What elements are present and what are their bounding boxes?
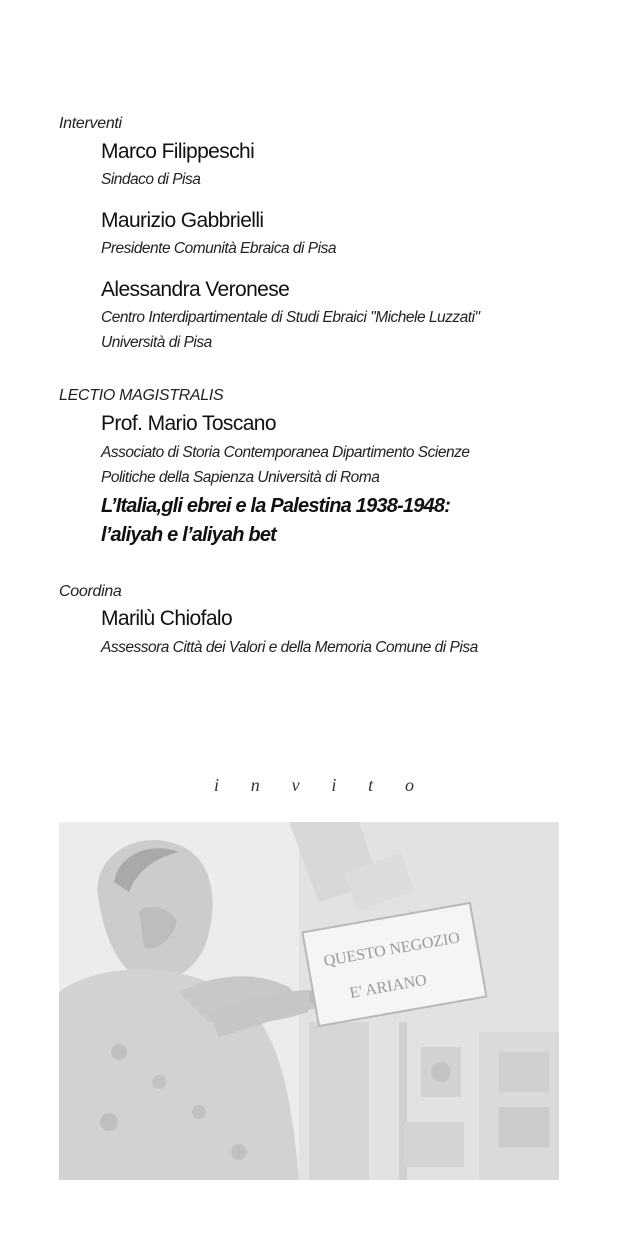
speaker-role-filippeschi: Sindaco di Pisa: [101, 171, 201, 188]
speaker-role-veronese-line1: Centro Interdipartimentale di Studi Ebraici "Michele Luzzati": [101, 309, 480, 326]
coordinator-name: Marilù Chiofalo: [101, 607, 233, 630]
section-label-lectio: LECTIO MAGISTRALIS: [59, 387, 224, 404]
invito-letter: i: [214, 775, 220, 795]
invito-letter: t: [368, 775, 374, 795]
lectio-speaker-role-line2: Politiche della Sapienza Università di Roma: [101, 469, 380, 486]
invito-heading: [214, 775, 414, 796]
lectio-speaker-role-line1: Associato di Storia Contemporanea Dipartimento Scienze: [101, 444, 470, 461]
speaker-role-gabbrielli: Presidente Comunità Ebraica di Pisa: [101, 240, 336, 257]
invito-letter: v: [291, 775, 300, 795]
speaker-name-gabbrielli: Maurizio Gabbrielli: [101, 209, 264, 232]
invito-letter: i: [331, 775, 337, 795]
section-label-interventi: Interventi: [59, 115, 122, 132]
speaker-role-veronese-line2: Università di Pisa: [101, 334, 212, 351]
invito-letter: n: [250, 775, 260, 795]
sign-text-line1: QUESTO NEGOZIO: [322, 929, 462, 971]
lecture-title-line2: l’aliyah e l’aliyah bet: [101, 524, 277, 546]
historical-photo-image: [59, 822, 559, 1180]
section-label-coordina: Coordina: [59, 583, 122, 600]
lectio-speaker-name: Prof. Mario Toscano: [101, 412, 276, 435]
invito-letter: o: [404, 775, 414, 795]
historical-photo: [59, 822, 559, 1180]
lecture-title-line1: L’Italia,gli ebrei e la Palestina 1938-1948:: [101, 495, 451, 517]
speaker-name-filippeschi: Marco Filippeschi: [101, 140, 255, 163]
coordinator-role: Assessora Città dei Valori e della Memoria Comune di Pisa: [101, 639, 478, 656]
sign-text-line2: E' ARIANO: [348, 971, 429, 1003]
speaker-name-veronese: Alessandra Veronese: [101, 278, 290, 301]
